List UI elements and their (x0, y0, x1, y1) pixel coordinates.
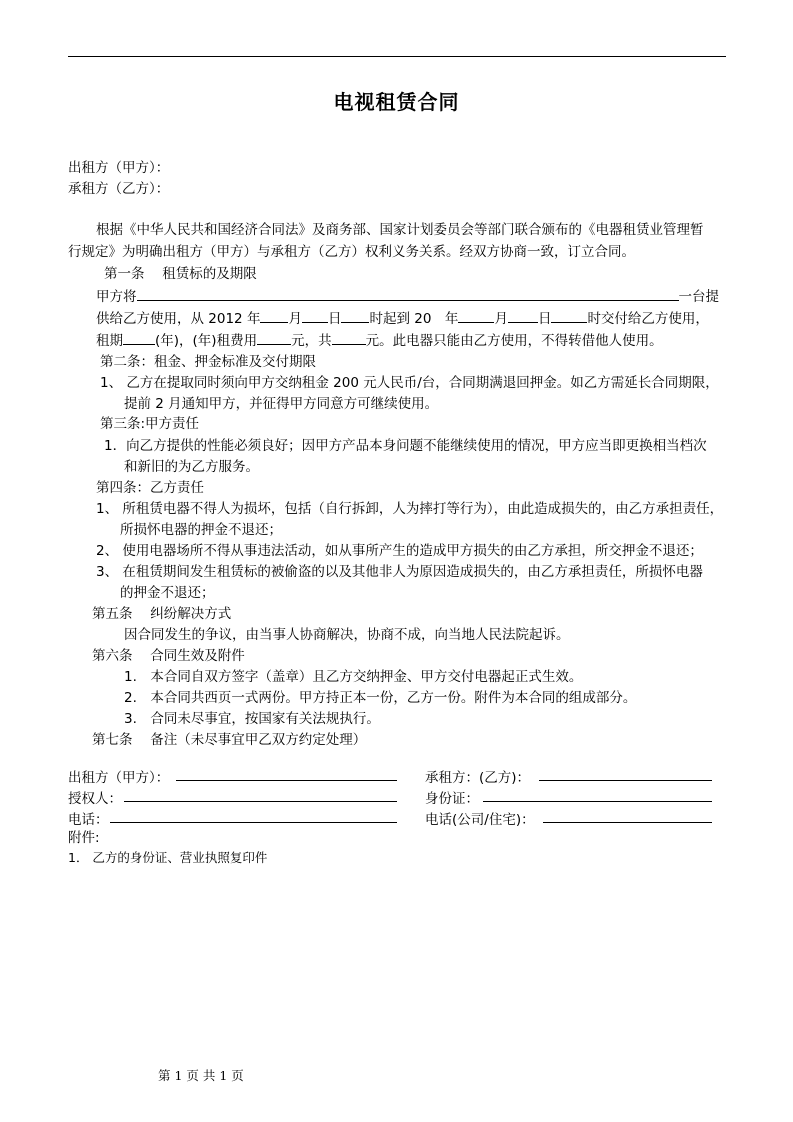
sig-lessee-line[interactable] (539, 780, 712, 781)
article-2-line-2: 提前 2 月通知甲方，并征得甲方同意方可继续使用。 (124, 396, 439, 412)
article-3-line-1: 1．向乙方提供的性能必须良好；因甲方产品本身问题不能继续使用的情况，甲方应当即更换相当档次 (104, 438, 707, 454)
sig-phone-label: 电话： (68, 812, 109, 828)
intro-line-1: 根据《中华人民共和国经济合同法》及商务部、国家计划委员会等部门联合颁布的《电器租赁业管理暂 (96, 222, 704, 238)
text: 供给乙方使用，从 2012 年 (96, 311, 261, 327)
sig-agent-label: 授权人： (68, 791, 122, 807)
article-4-item-1: 1、 所租赁电器不得人为损坏，包括（自行拆卸，人为摔打等行为），由此造成损失的，由乙方承担责任， (96, 501, 724, 517)
article-1-line-2 (96, 308, 709, 329)
article-7-heading: 第七条 备注（未尽事宜甲乙双方约定处理） (92, 732, 367, 748)
blank-hour[interactable] (341, 308, 369, 323)
article-4-item-2: 2、 使用电器场所不得从事违法活动，如从事所产生的造成甲方损失的由乙方承担，所交押金不退还； (96, 543, 703, 559)
article-6-item-1: 1. 本合同自双方签字（盖章）且乙方交纳押金、甲方交付电器起正式生效。 (124, 669, 583, 685)
sig-phone2-label: 电话(公司/住宅)： (425, 812, 535, 828)
text: 日 (537, 311, 552, 327)
sig-phone2-line[interactable] (543, 822, 712, 823)
text: 时起到 20 年 (369, 311, 459, 327)
blank-item[interactable] (137, 286, 679, 301)
text: 月 (494, 311, 508, 327)
sig-phone-line[interactable] (110, 822, 397, 823)
sig-lessor-line[interactable] (176, 780, 397, 781)
text: 日 (327, 311, 342, 327)
article-5-heading: 第五条 纠纷解决方式 (92, 606, 232, 622)
text: 时交付给乙方使用， (587, 311, 709, 327)
article-4-item-1-cont: 所损怀电器的押金不退还； (120, 522, 282, 538)
attachment-item-1: 1． 乙方的身份证、营业执照复印件 (68, 850, 268, 865)
article-6-heading: 第六条 合同生效及附件 (92, 648, 245, 664)
text: 一台提 (678, 289, 719, 305)
article-6-item-3: 3. 合同未尽事宜，按国家有关法规执行。 (124, 711, 380, 727)
text: (年)，(年)租费用 (155, 333, 258, 349)
intro-line-2: 行规定》为明确出租方（甲方）与承租方（乙方）权利义务关系。经双方协商一致，订立合同。 (68, 244, 635, 260)
article-4-item-3-cont: 的押金不退还； (120, 585, 215, 601)
blank-day[interactable] (302, 308, 328, 323)
text: 月 (288, 311, 302, 327)
sig-id-line[interactable] (483, 801, 712, 802)
article-3-line-2: 和新旧的为乙方服务。 (124, 459, 259, 475)
blank-term[interactable] (123, 330, 155, 345)
page-footer: 第 1 页 共 1 页 (158, 1068, 244, 1083)
sig-agent-line[interactable] (124, 801, 397, 802)
sig-lessor-label: 出租方（甲方）： (68, 770, 170, 786)
text: 租期 (96, 333, 123, 349)
article-2-line-1: 1、 乙方在提取同时须向甲方交纳租金 200 元人民币/台，合同期满退回押金。如乙方需延长合同期限， (100, 375, 719, 391)
article-1-line-3 (96, 330, 663, 351)
text: 甲方将 (96, 289, 137, 305)
blank-end-day[interactable] (508, 308, 538, 323)
blank-month[interactable] (260, 308, 288, 323)
attachments-label: 附件: (68, 830, 100, 846)
article-1-line-1 (96, 286, 719, 307)
article-2-heading: 第二条：租金、押金标准及交付期限 (100, 354, 316, 370)
blank-fee[interactable] (257, 330, 291, 345)
document-title: 电视租赁合同 (333, 90, 460, 114)
lessee-label: 承租方（乙方）： (68, 181, 170, 197)
lessor-label: 出租方（甲方）： (68, 160, 170, 176)
blank-end-month[interactable] (458, 308, 494, 323)
blank-total[interactable] (332, 330, 366, 345)
sig-lessee-label: 承租方：(乙方)： (425, 770, 531, 786)
blank-end-hour[interactable] (551, 308, 587, 323)
article-6-item-2: 2. 本合同共西页一式两份。甲方持正本一份，乙方一份。附件为本合同的组成部分。 (124, 690, 637, 706)
text: 元，共 (291, 333, 332, 349)
text: 元。此电器只能由乙方使用，不得转借他人使用。 (365, 333, 663, 349)
article-4-item-3: 3、 在租赁期间发生租赁标的被偷盗的以及其他非人为原因造成损失的，由乙方承担责任，所损怀电器 (96, 564, 703, 580)
sig-id-label: 身份证： (425, 791, 479, 807)
article-1-heading: 第一条 租赁标的及期限 (104, 266, 257, 282)
article-5-line-1: 因合同发生的争议，由当事人协商解决，协商不成，向当地人民法院起诉。 (124, 627, 570, 643)
article-3-heading: 第三条:甲方责任 (100, 416, 200, 432)
header-rule (68, 56, 726, 57)
article-4-heading: 第四条：乙方责任 (96, 480, 204, 496)
